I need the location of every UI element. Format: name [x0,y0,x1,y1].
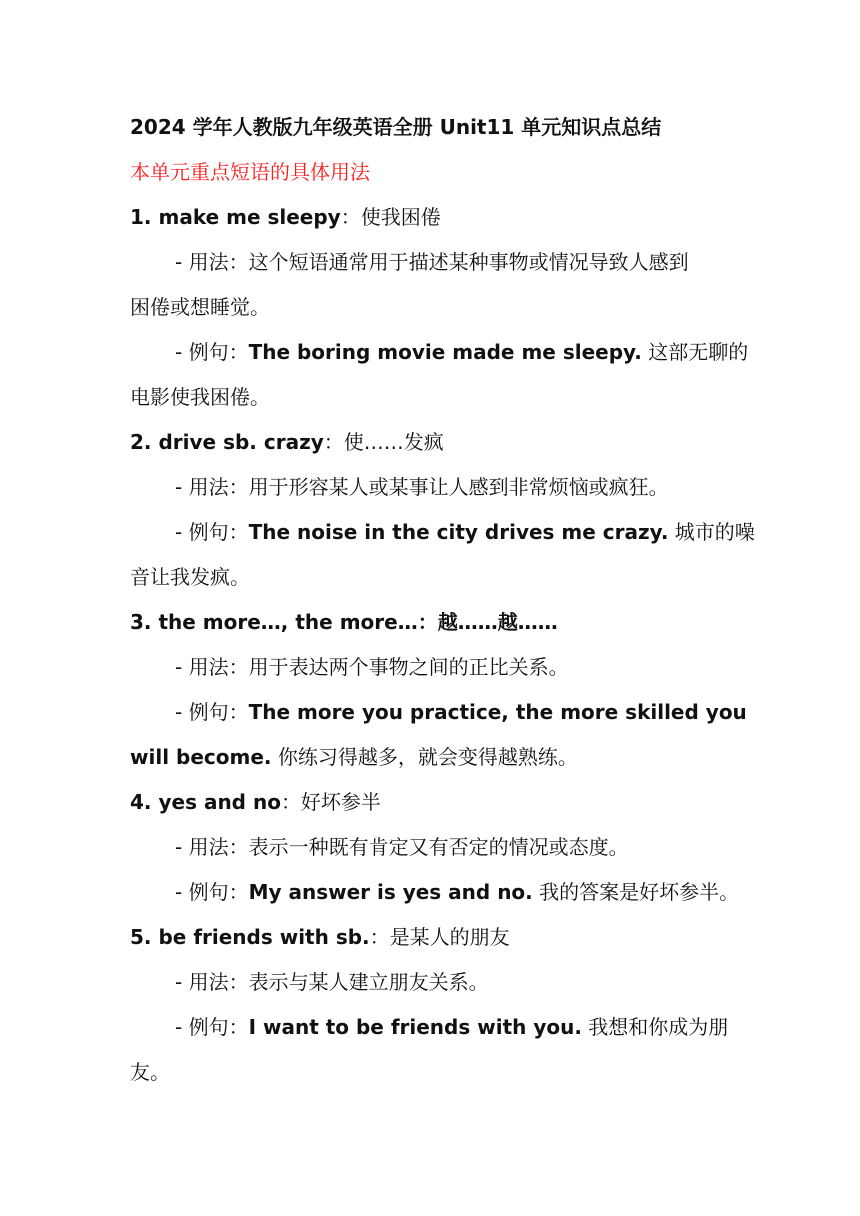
usage-label: - 用法： [175,250,249,274]
example-line [130,690,747,735]
phrase-text: 3. the more…, the more… [130,610,418,634]
example-chinese: 城市的噪 [668,520,755,544]
phrase-text: 4. yes and no [130,790,281,814]
example-english: The boring movie made me sleepy. [248,340,642,364]
usage-text: 表示一种既有肯定又有否定的情况或态度。 [248,835,629,859]
phrase-meaning: ：越……越…… [417,610,558,634]
usage-line [130,465,734,510]
usage-line [130,825,734,870]
example-line [130,510,755,555]
example-english: The more you practice, the more skilled you [248,700,747,724]
phrase-heading [130,780,734,825]
example-line [130,870,740,915]
example-english: The noise in the city drives me crazy. [248,520,669,544]
example-line [130,330,749,375]
usage-label: - 用法： [175,835,249,859]
phrase-text: 2. drive sb. crazy [130,430,324,454]
usage-line [130,960,734,1005]
example-english: will become. [130,745,272,769]
example-english: I want to be friends with you. [248,1015,582,1039]
usage-line [130,240,734,285]
usage-text: 用于表达两个事物之间的正比关系。 [248,655,569,679]
phrase-text: 1. make me sleepy [130,205,341,229]
usage-label: - 用法： [175,475,249,499]
usage-continuation: 困倦或想睡觉。 [130,295,270,319]
example-chinese: 我的答案是好坏参半。 [532,880,740,904]
example-label: - 例句： [175,1015,249,1039]
usage-label: - 用法： [175,970,249,994]
example-continuation: 友。 [130,1060,170,1084]
phrase-heading [130,915,734,960]
phrase-heading [130,420,734,465]
phrase-text: 5. be friends with sb. [130,925,370,949]
example-label: - 例句： [175,340,249,364]
phrase-meaning: ：使……发疯 [323,430,444,454]
example-chinese: 我想和你成为朋 [581,1015,729,1039]
usage-text: 用于形容某人或某事让人感到非常烦恼或疯狂。 [248,475,669,499]
phrase-heading [130,600,734,645]
example-chinese: 这部无聊的 [641,340,749,364]
usage-label: - 用法： [175,655,249,679]
section-heading: 本单元重点短语的具体用法 [130,160,370,184]
phrase-meaning: ：好坏参半 [280,790,381,814]
usage-text: 这个短语通常用于描述某种事物或情况导致人感到 [248,250,689,274]
example-continuation: 音让我发疯。 [130,565,250,589]
document-title: 2024 学年人教版九年级英语全册 Unit11 单元知识点总结 [130,115,662,139]
example-continuation: 电影使我困倦。 [130,385,270,409]
phrase-heading [130,195,734,240]
phrase-meaning: ：使我困倦 [340,205,441,229]
example-label: - 例句： [175,520,249,544]
example-english: My answer is yes and no. [248,880,533,904]
example-line [130,1005,734,1050]
document-content [130,105,755,1095]
usage-text: 表示与某人建立朋友关系。 [248,970,489,994]
usage-line [130,645,734,690]
phrase-meaning: ：是某人的朋友 [369,925,510,949]
example-label: - 例句： [175,700,249,724]
example-chinese: 你练习得越多，就会变得越熟练。 [271,745,578,769]
example-continuation [130,735,734,780]
example-label: - 例句： [175,880,249,904]
